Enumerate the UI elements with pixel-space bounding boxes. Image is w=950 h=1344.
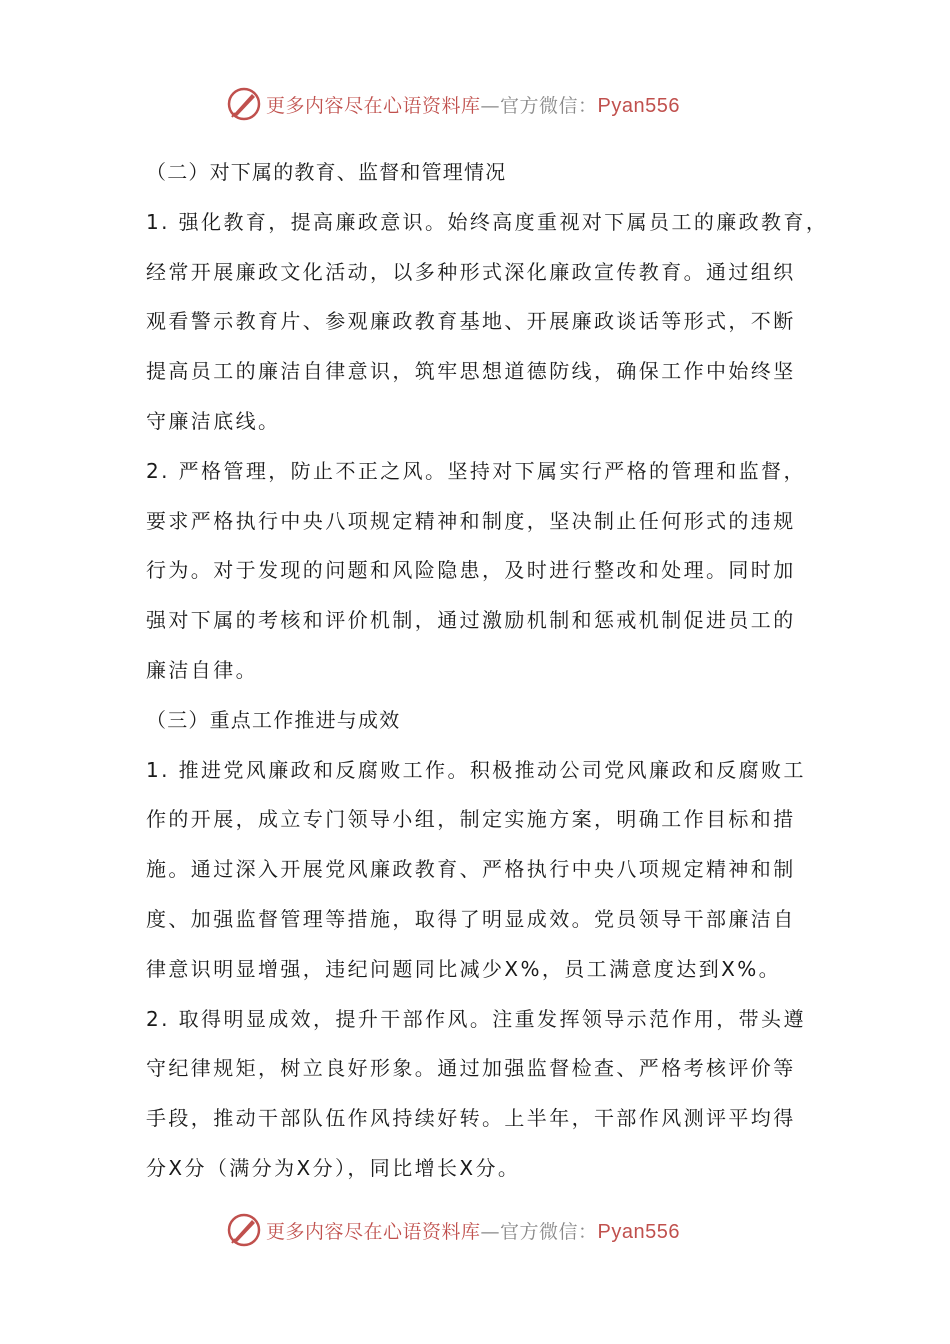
footer-banner — [226, 1210, 680, 1250]
paragraph-line: 行为。对于发现的问题和风险隐患，及时进行整改和处理。同时加 — [146, 558, 796, 583]
paragraph-line: 度、加强监督管理等措施，取得了明显成效。党员领导干部廉洁自 — [146, 906, 796, 931]
section-heading-3: （三）重点工作推进与成效 — [146, 707, 401, 732]
paragraph-line: 观看警示教育片、参观廉政教育基地、开展廉政谈话等形式，不断 — [146, 309, 796, 334]
header-handle: Pyan556 — [597, 94, 680, 117]
paragraph-line: 要求严格执行中央八项规定精神和制度，坚决制止任何形式的违规 — [146, 508, 796, 533]
paragraph-line: 分X分（满分为X分），同比增长X分。 — [146, 1155, 521, 1180]
paragraph-line: 手段，推动干部队伍作风持续好转。上半年，干部作风测评平均得 — [146, 1106, 796, 1131]
footer-handle: Pyan556 — [597, 1220, 680, 1243]
section-heading-2: （二）对下属的教育、监督和管理情况 — [146, 160, 507, 184]
paragraph-line: 2. 取得明显成效，提升干部作风。注重发挥领导示范作用，带头遵 — [146, 1006, 806, 1031]
quill-logo-icon — [226, 1212, 262, 1248]
paragraph-line: 1. 强化教育，提高廉政意识。始终高度重视对下属员工的廉政教育， — [146, 209, 829, 234]
paragraph-line: 廉洁自律。 — [146, 657, 258, 682]
document-body — [146, 148, 829, 1194]
footer-text — [266, 1217, 680, 1244]
paragraph-line: 律意识明显增强，违纪问题同比减少X%，员工满意度达到X%。 — [146, 956, 782, 981]
paragraph-line: 经常开展廉政文化活动，以多种形式深化廉政宣传教育。通过组织 — [146, 259, 796, 284]
paragraph-line: 提高员工的廉洁自律意识，筑牢思想道德防线，确保工作中始终坚 — [146, 359, 796, 384]
paragraph-line: 1. 推进党风廉政和反腐败工作。积极推动公司党风廉政和反腐败工 — [146, 757, 806, 782]
footer-official: 官方微信： — [500, 1220, 598, 1243]
quill-logo-icon — [226, 86, 262, 122]
paragraph-line: 强对下属的考核和评价机制，通过激励机制和惩戒机制促进员工的 — [146, 608, 796, 633]
header-text — [266, 91, 680, 118]
paragraph-line: 2. 严格管理，防止不正之风。坚持对下属实行严格的管理和监督， — [146, 458, 806, 483]
footer-brand: 更多内容尽在心语资料库 — [266, 1220, 481, 1243]
paragraph-line: 守纪律规矩，树立良好形象。通过加强监督检查、严格考核评价等 — [146, 1056, 796, 1081]
header-brand: 更多内容尽在心语资料库 — [266, 94, 481, 117]
footer-dash: — — [480, 1220, 501, 1243]
header-dash: — — [480, 94, 501, 117]
header-banner — [226, 84, 680, 124]
header-official: 官方微信： — [500, 94, 598, 117]
paragraph-line: 守廉洁底线。 — [146, 408, 281, 433]
paragraph-line: 作的开展，成立专门领导小组，制定实施方案，明确工作目标和措 — [146, 807, 796, 832]
paragraph-line: 施。通过深入开展党风廉政教育、严格执行中央八项规定精神和制 — [146, 857, 796, 882]
